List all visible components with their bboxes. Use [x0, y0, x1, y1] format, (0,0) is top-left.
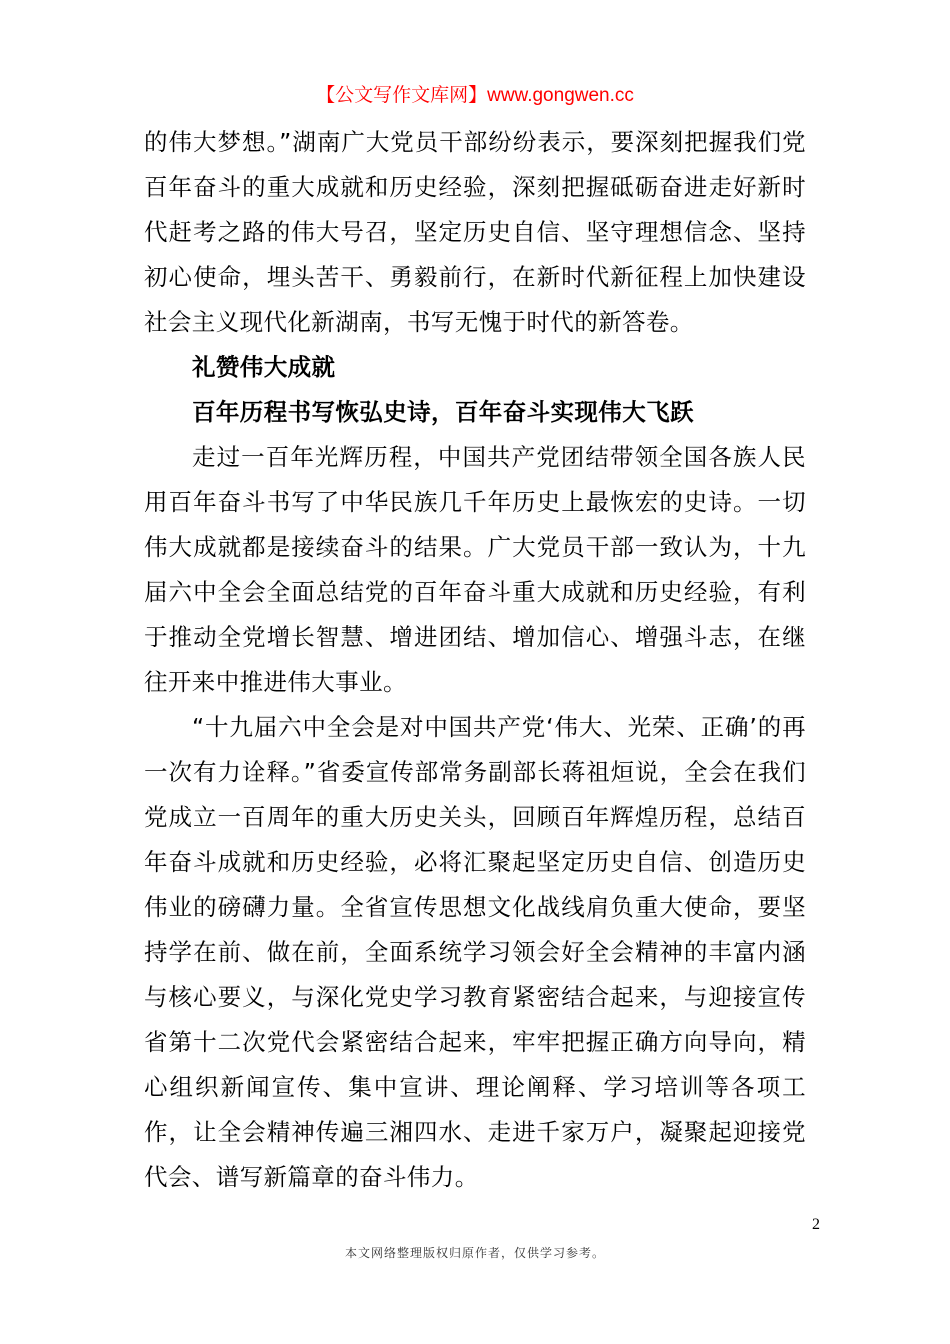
header-banner: 【公文写作文库网】www.gongwen.cc [316, 85, 634, 106]
section-subheading: 百年历程书写恢弘史诗，百年奋斗实现伟大飞跃 [192, 398, 694, 426]
page-number: 2 [812, 1216, 820, 1233]
section-heading: 礼赞伟大成就 [192, 353, 336, 381]
paragraph: “十九届六中全会是对中国共产党‘伟大、光荣、正确’的再一次有力诠释。”省委宣传部常务副部长蒋祖烜说，全会在我们党成立一百周年的重大历史关头，回顾百年辉煌历程，总结百年奋斗成就和历史经验，必将汇聚起坚定历史自信、创造历史伟业的磅礴力量。全省宣传思想文化战线肩负重大使命，要坚持学在前、做在前，全面系统学习领会好全会精神的丰富内涵与核心要义，与深化党史学习教育紧密结合起来，与迎接宣传省第十二次党代会紧密结合起来，牢牢把握正确方向导向，精心组织新闻宣传、集中宣讲、理论阐释、学习培训等各项工作，让全会精神传遍三湘四水、走进千家万户，凝聚起迎接党代会、谱写新篇章的奋斗伟力。 [144, 713, 806, 1191]
paragraph-continuation: 的伟大梦想。”湖南广大党员干部纷纷表示，要深刻把握我们党百年奋斗的重大成就和历史经验，深刻把握砥砺奋进走好新时代赶考之路的伟大号召，坚定历史自信、坚守理想信念、坚持初心使命，埋头苦干、勇毅前行，在新时代新征程上加快建设社会主义现代化新湖南，书写无愧于时代的新答卷。 [144, 128, 806, 336]
paragraph: 走过一百年光辉历程，中国共产党团结带领全国各族人民用百年奋斗书写了中华民族几千年历史上最恢宏的史诗。一切伟大成就都是接续奋斗的结果。广大党员干部一致认为，十九届六中全会全面总结党的百年奋斗重大成就和历史经验，有利于推动全党增长智慧、增进团结、增加信心、增强斗志，在继往开来中推进伟大事业。 [144, 443, 806, 696]
document-body [144, 120, 806, 1200]
footer-note: 本文网络整理版权归原作者，仅供学习参考。 [344, 1246, 605, 1260]
